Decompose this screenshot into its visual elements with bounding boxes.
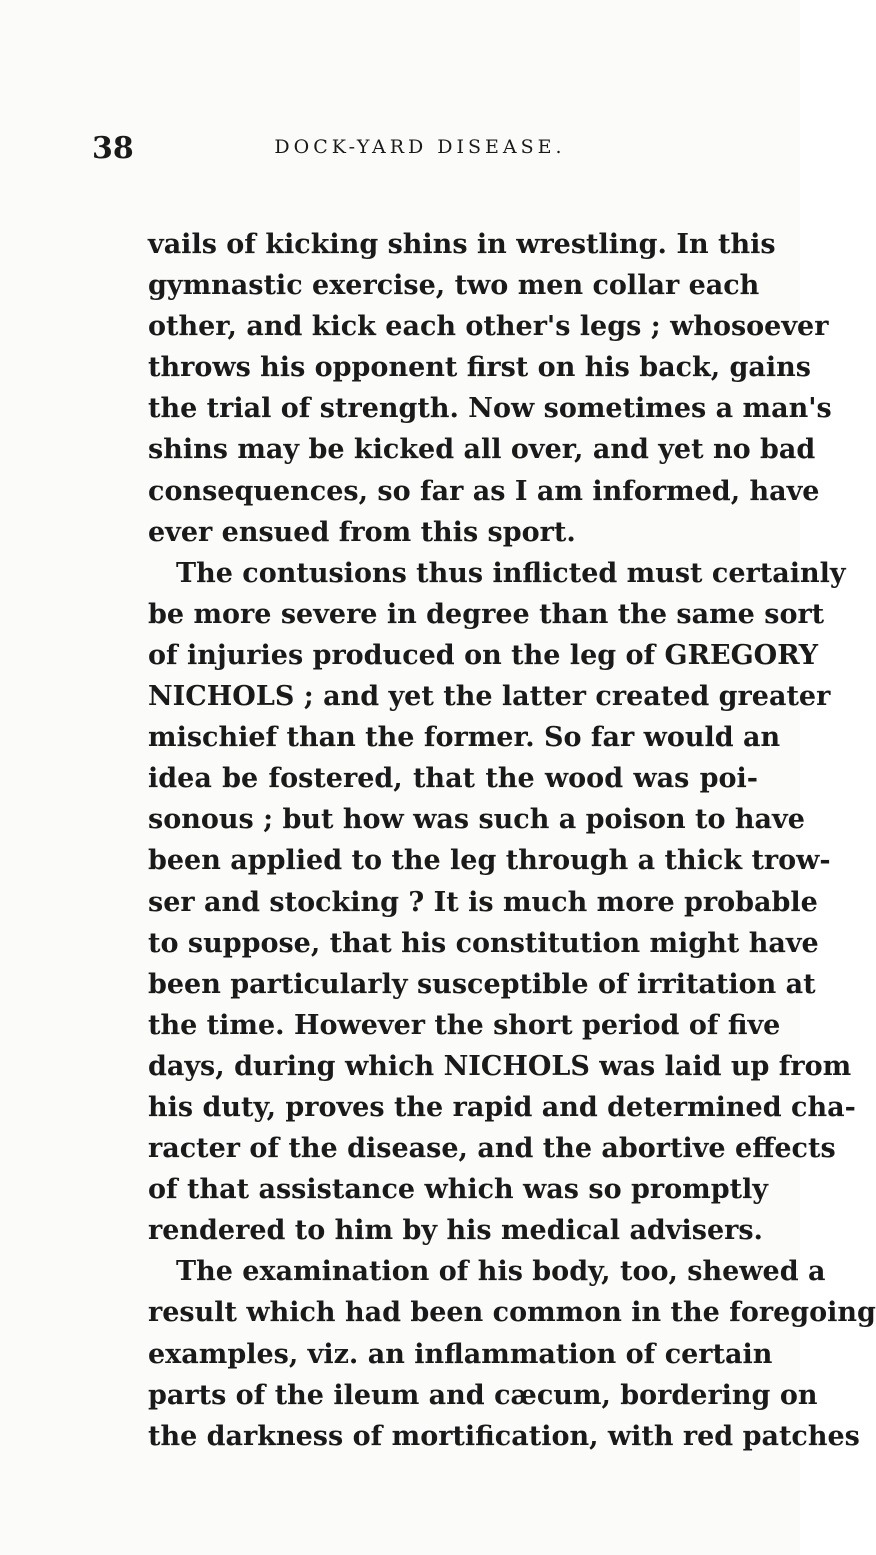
text-line: be more severe in degree than the same sort bbox=[148, 598, 825, 630]
text-line: rendered to him by his medical advisers. bbox=[148, 1215, 763, 1247]
text-line: sonous ; but how was such a poison to have bbox=[148, 804, 805, 836]
text-line: of injuries produced on the leg of GREGORY bbox=[148, 639, 819, 671]
text-line: idea be fostered, that the wood was poi- bbox=[148, 763, 758, 795]
text-line: mischief than the former. So far would an bbox=[148, 722, 781, 754]
text-line: consequences, so far as I am informed, have bbox=[148, 475, 820, 507]
text-line: of that assistance which was so promptly bbox=[148, 1174, 768, 1206]
text-line: the time. However the short period of five bbox=[148, 1009, 781, 1041]
text-line: been particularly susceptible of irritation at bbox=[148, 968, 816, 1000]
text-line: The contusions thus inflicted must certainly bbox=[176, 557, 846, 589]
text-line: been applied to the leg through a thick trow- bbox=[148, 845, 831, 877]
text-line: parts of the ileum and cæcum, bordering on bbox=[148, 1379, 818, 1411]
text-line: other, and kick each other's legs ; whosoever bbox=[148, 311, 829, 343]
text-line: examples, viz. an inflammation of certain bbox=[148, 1338, 773, 1370]
body-text bbox=[148, 224, 876, 1457]
text-line: result which had been common in the foregoing bbox=[148, 1297, 876, 1329]
running-head: DOCK-YARD DISEASE. bbox=[274, 136, 566, 158]
text-line: days, during which NICHOLS was laid up from bbox=[148, 1050, 852, 1082]
text-line: his duty, proves the rapid and determined cha- bbox=[148, 1091, 856, 1123]
text-line: ever ensued from this sport. bbox=[148, 516, 576, 548]
text-line: shins may be kicked all over, and yet no bad bbox=[148, 434, 816, 466]
text-line: to suppose, that his constitution might have bbox=[148, 927, 819, 959]
text-line: The examination of his body, too, shewed a bbox=[176, 1256, 826, 1288]
text-line: the trial of strength. Now sometimes a man's bbox=[148, 393, 832, 425]
text-line: NICHOLS ; and yet the latter created greater bbox=[148, 681, 831, 713]
text-line: gymnastic exercise, two men collar each bbox=[148, 270, 760, 302]
text-line: ser and stocking ? It is much more probable bbox=[148, 886, 818, 918]
page-number: 38 bbox=[92, 131, 134, 166]
text-line: the darkness of mortification, with red patches bbox=[148, 1420, 860, 1452]
text-line: vails of kicking shins in wrestling. In this bbox=[148, 229, 776, 260]
text-line: racter of the disease, and the abortive effects bbox=[148, 1133, 836, 1165]
text-line: throws his opponent first on his back, gains bbox=[148, 352, 811, 384]
